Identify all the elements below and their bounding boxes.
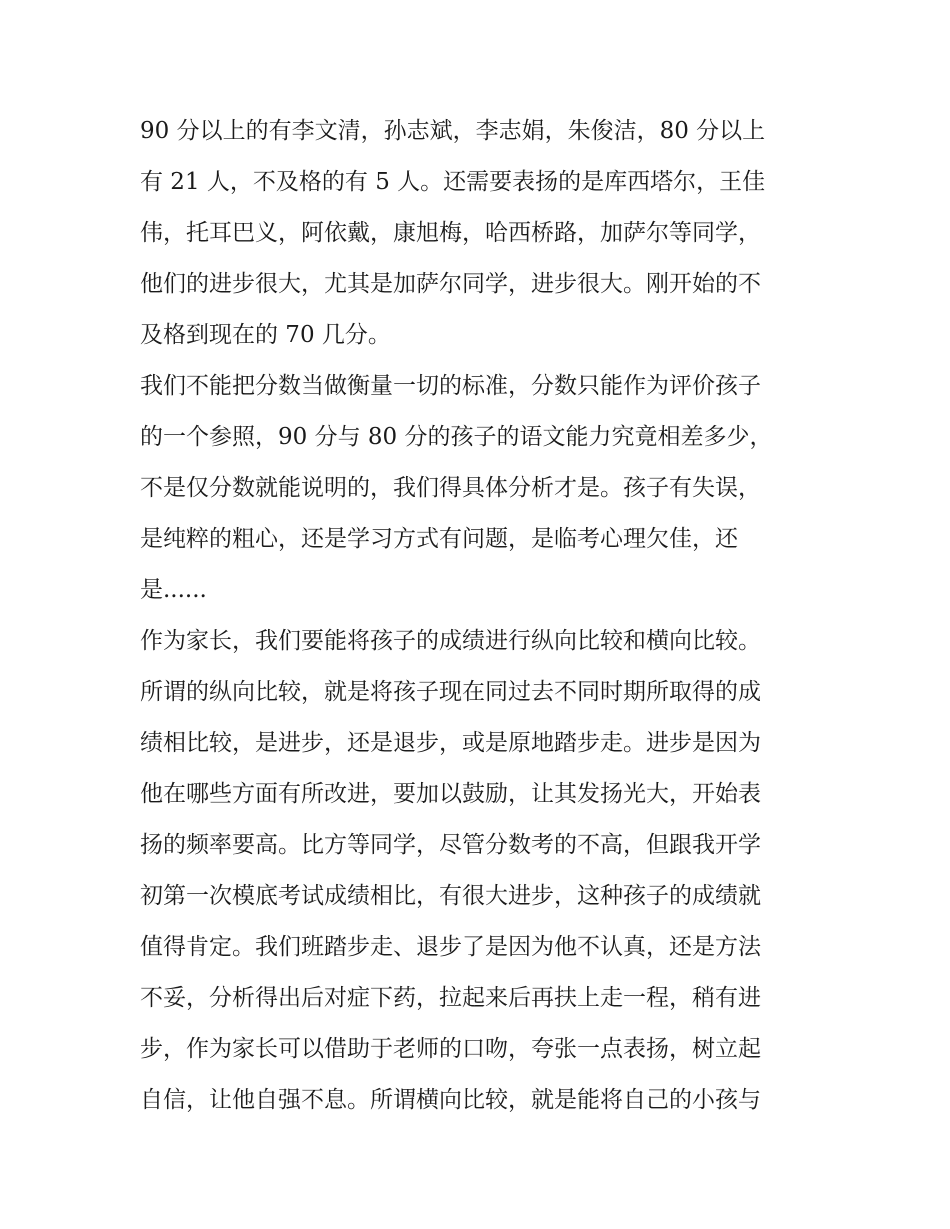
text-line-17: 值得肯定。我们班踏步走、退步了是因为他不认真，还是方法: [140, 934, 761, 960]
text-line-19: 步，作为家长可以借助于老师的口吻，夸张一点表扬，树立起: [140, 1036, 761, 1062]
text-line-13: 绩相比较，是进步，还是退步，或是原地踏步走。进步是因为: [140, 730, 761, 756]
text-line-5: 及格到现在的 70 几分。: [140, 322, 391, 348]
text-line-16: 初第一次模底考试成绩相比，有很大进步，这种孩子的成绩就: [140, 883, 761, 909]
text-line-11: 作为家长，我们要能将孩子的成绩进行纵向比较和横向比较。: [140, 628, 761, 654]
text-line-6: 我们不能把分数当做衡量一切的标准，分数只能作为评价孩子: [140, 373, 761, 399]
text-line-3: 伟，托耳巴义，阿依戴，康旭梅，哈西桥路，加萨尔等同学，: [140, 220, 761, 246]
text-line-12: 所谓的纵向比较，就是将孩子现在同过去不同时期所取得的成: [140, 679, 761, 705]
text-line-4: 他们的进步很大，尤其是加萨尔同学，进步很大。刚开始的不: [140, 271, 761, 297]
text-line-8: 不是仅分数就能说明的，我们得具体分析才是。孩子有失误，: [140, 475, 761, 501]
text-line-15: 扬的频率要高。比方等同学，尽管分数考的不高，但跟我开学: [140, 832, 761, 858]
text-line-18: 不妥，分析得出后对症下药，拉起来后再扶上走一程，稍有进: [140, 985, 761, 1011]
body-text: [140, 106, 820, 1126]
text-line-7: 的一个参照，90 分与 80 分的孩子的语文能力究竟相差多少，: [140, 424, 773, 450]
text-line-1: 90 分以上的有李文清，孙志斌，李志娟，朱俊洁，80 分以上: [140, 118, 766, 144]
text-line-2: 有 21 人，不及格的有 5 人。还需要表扬的是库西塔尔，王佳: [140, 169, 766, 195]
text-line-9: 是纯粹的粗心，还是学习方式有问题，是临考心理欠佳，还: [140, 526, 738, 552]
text-line-10: 是......: [140, 577, 207, 603]
text-line-14: 他在哪些方面有所改进，要加以鼓励，让其发扬光大，开始表: [140, 781, 761, 807]
text-line-20: 自信，让他自强不息。所谓横向比较，就是能将自己的小孩与: [140, 1087, 761, 1113]
